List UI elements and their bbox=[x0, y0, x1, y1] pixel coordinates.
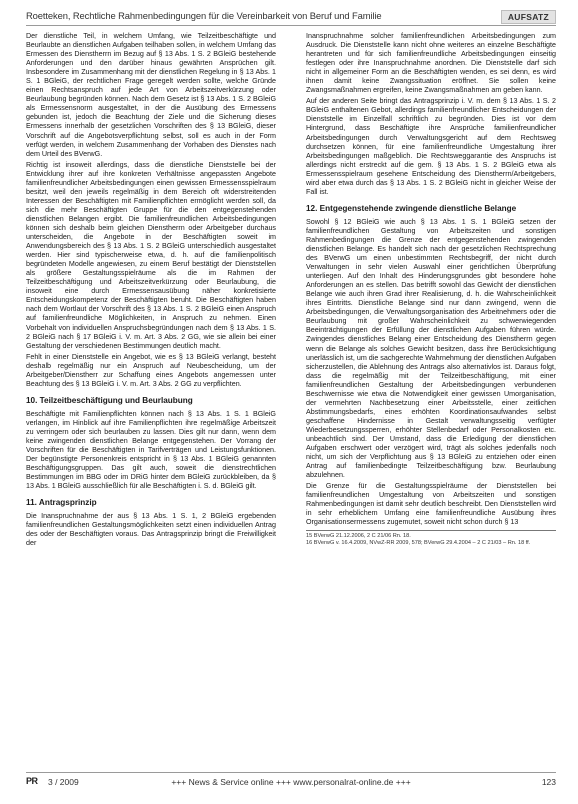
body-paragraph: Die Grenze für die Gestaltungsspielräume der Dienststellen bei familienfreundlichen Umgestaltung von Arbeitszeiten und sonstigen Rahmenbedingungen ist damit sehr deutlich beschreibt. Den Dienststellen wird in sehr erheblichem Umfang eine familienfreundliche Ausübung ihres Organisationsermessens zugemutet, soweit nicht schon durch § 13 bbox=[306, 482, 556, 527]
footnote: 16 BVerwG v. 16.4.2009, NVwZ-RR 2009, 578; BVerwG 29.4.2004 – 2 C 21/03 – Rn. 18 ff. bbox=[306, 540, 531, 547]
body-paragraph: Inanspruchnahme solcher familienfreundlichen Arbeitsbedingungen zum Ausdruck. Die Dienststelle kann nicht ohne weiteres an einzelne Beschäftigte herantreten und für sich familienfreundliche Arbeitsbedingungen einseitig festlegen oder ihre Inanspruchnahme anordnen. Die Dienststelle darf sich nicht in allgemeiner Form an die Beschäftigten wenden, es sei denn, es wird ihnen damit keine Zwangssituation eröffnet. Sie sollen keine Zwangsmaßnahmen ergreifen, keine Zwangsmaßnahmen am geben kann. bbox=[306, 32, 556, 95]
body-paragraph: Auf der anderen Seite bringt das Antragsprinzip i. V. m. dem § 13 Abs. 1 S. 2 BGleiG enthaltenen Gebot, allerdings familienfreundlicher Entscheidungen der Dienststelle im Einzelfall schriftlich zu begründen. Dies ist vor dem Hintergrund, dass Beschäftigte ihre Ansprüche familienfreundlicher Arbeitsbedingungen durch Verwaltungsgericht auf dem Rechtsweg durchsetzen können, für eine familienfreundliche Umgestaltung ihrer Arbeitsbedingungen maßgeblich. Die Rechtsweggarantie des Anspruchs ist allerdings nicht erstreckt auf die gem. § 13 Abs. 1 S. 2 BGleiG etwa als Ermessensspielraum gesehene Entscheidung des Dienstherrn/Arbeitgebers, wird aber etwa durch das § 13 Abs. 1 S. 2 BGleiG nicht in gleicher Weise der Fall ist. bbox=[306, 97, 556, 196]
footer-website: +++ News & Service online +++ www.personalrat-online.de +++ bbox=[171, 777, 411, 787]
section-heading-12: 12. Entgegenstehende zwingende dienstliche Belange bbox=[306, 203, 517, 213]
body-paragraph: Richtig ist insoweit allerdings, dass die dienstliche Dienststelle bei der Entwicklung ihrer auf ihre konkreten Verhältnisse angepassten Angebote familienfreundlicher Arbeitsbedingungen einen gewissen Ermessensspielraum besitzt, weil den jeweils regelmäßig in dem Bereich oft widerstreitenden Interessen der Beschäftigten mit Familienpflichten ermöglicht werden soll, da sich die mehr Beschäftigten Gruppe für die den entgegenstehenden dienstlichen Belangen ergibt. Die familienfreundlichen Arbeitsbedingungen können sich deshalb beim gleichen Dienstherrn oder Arbeitgeber durchaus unterscheiden, die Angebote in der Beschäftigten soweit im Anwendungsbereich des § 13 Abs. 1 S. 2 BGleiG unterschiedlich ausgestaltet werden. Hier sind typischerweise etwa, d. h. auf die familienpolitisch begründeten Modelle angewiesen, zu einem Beruf bestätigt der Dienststellen als größere Gestaltungsspielräume als die im Rahmen der Teilzeitbeschäftigung und Arbeitszeitverkürzung oder Beurlaubung, die insoweit eine durch Ermessensausübung näher konkretisierte Entscheidungskompetenz der Beschäftigten beruht. Die Beschäftigten haben nach dem Wortlaut der Vorschrift des § 13 Abs. 1 S. 2 BGleiG einen Anspruch auf familienfreundliche Möglichkeiten, in Anspruch zu nehmen. Einen Vorbehalt von individuellen Anspruchsbegründungen nach dem § 13 Abs. 1 S. 2 BGleiG nach § 17 BGleiG i. V. m. Art. 3 Abs. 2 GG, wie sie allein bei einer Gestaltung der verschiedenen Bestimmungen deutlich macht. bbox=[26, 160, 276, 350]
body-paragraph: Fehlt in einer Dienststelle ein Angebot, wie es § 13 BGleiG verlangt, besteht deshalb regelmäßig nur ein Anspruch auf Neubescheidung, um der Arbeitgeber/Dienstherr zur Schaffung eines Angebots angemessen unter Beachtung des § 13 BGleiG i. V. m. Art. 3 Abs. 2 GG zu verpflichten. bbox=[26, 352, 276, 388]
right-column bbox=[306, 32, 556, 754]
footnotes bbox=[306, 530, 556, 547]
page-header bbox=[26, 9, 556, 26]
page-footer bbox=[26, 772, 556, 791]
body-paragraph: Sowohl § 12 BGleiG wie auch § 13 Abs. 1 S. 1 BGleiG setzen der familienfreundlichen Gestaltung von Arbeitszeiten und sonstigen Rahmenbedingungen die Grenze der entgegenstehenden zwingenden dienstlichen Belange. Es handelt sich nach der gesetzlichen Rechtsprechung des BVerwG um einen unbestimmten Rechtsbegriff, der nicht durch Verwaltungen in sehr vielen Auswahl einer gerichtlichen Überprüfung unterliegen. Auf den Inhalt des Hinderungsgrundes gibt besondere hohe Anforderungen an es stellen. Das betrifft sowohl das Gewicht der dienstlichen Belange wie auch ihren Grad ihrer Realisierung, d. h. die Wahrscheinlichkeit ihres Eintritts. Dienstliche Belange sind nur dann zwingend, wenn die Arbeitsbedingungen, die Verwaltungsorganisation des Arbeitnehmers oder die Beurlaubung mit großer Wahrscheinlichkeit zu schwerwiegenden Beeinträchtigungen der Erfüllung der dienstlichen Aufgaben führen würde. Zwingendes dienstliches Belang einer Entscheidung des Dienstherrn gegen wenn die Belange als solches Gewicht besitzen, dass ihre Berücksichtigung unerlässlich ist, um die sachgerechte Wahrnehmung der dienstlichen Aufgaben sicherzustellen, die Ablehnung des Antrags also alternativlos ist. Daraus folgt, dass die regelmäßig mit der Teilzeitbeschäftigung, mit einer familienfreundlichen Gestaltung der Arbeitsbedingungen verbundenen Beschwernisse wie etwa die Notwendigkeit einer gewissen Umorganisation, der vermehrten Nachbesetzung einer Arbeitsstelle, einer zeitlichen Abstimmungsbedarfs, eines erhöhten Koordinationsaufwandes selbst geschaffene Hindernisse in Gestalt verwaltungsseitig verfügter Wiederbesetzungssperren, erhöhter Stellenbedarf oder Personalkosten etc. unbeachtlich sind. Der Umstand, dass die Erledigung der dienstlichen Aufgaben erschwert oder verzögert wird, trägt als solches jedenfalls noch nicht, um sich der Verpflichtung aus § 13 BGleiG zu entziehen oder einen Antrag auf familienbedingte Teilzeitbeschäftigung bzw. Beurlaubung abzulehnen. bbox=[306, 217, 556, 480]
body-paragraph: Die Inanspruchnahme der aus § 13 Abs. 1 S. 1, 2 BGleiG ergebenden familienfreundlichen Gestaltungsmöglichkeiten setzt einen individuellen Antrag des oder der Beschäftigten voraus. Das Antragsprinzip bringt die Freiwilligkeit der bbox=[26, 512, 276, 548]
section-heading-11: 11. Antragsprinzip bbox=[26, 498, 97, 508]
body-paragraph: Beschäftigte mit Familienpflichten können nach § 13 Abs. 1 S. 1 BGleiG verlangen, im Hinblick auf ihre Familienpflichten ihre regelmäßige Arbeitszeit zu verringern oder sich beurlauben zu lassen. Dies gilt nur dann, wenn dem keine zwingenden dienstlichen Belange entgegenstehen. Der Vorrang der Vorschriften für die Beschäftigten in Tarifverträgen und Leistungsfunktionen. Der begünstigte Personenkreis entspricht in § 13 Abs. 1 BGleiG genannten Beschäftigungsgruppen. Das gilt auch, soweit die dienstrechtlichen Bestimmungen im BBG oder im DRiG hinter dem BGleiG zurückbleiben, da § 13 Abs. 1 BGleiG ausschließlich für alle Beschäftigten i. S. d. BGleiG gilt. bbox=[26, 409, 276, 491]
page-number: 123 bbox=[541, 777, 556, 787]
left-column bbox=[26, 32, 276, 754]
running-title: Roetteken, Rechtliche Rahmenbedingungen für die Vereinbarkeit von Beruf und Familie bbox=[26, 10, 382, 21]
publisher-logo: PR bbox=[26, 776, 38, 786]
section-heading-10: 10. Teilzeitbeschäftigung und Beurlaubung bbox=[26, 395, 193, 405]
footnote: 15 BVerwG 21.12.2006, 2 C 21/06 Rn. 18. bbox=[306, 533, 411, 540]
body-paragraph: Der dienstliche Teil, in welchem Umfang, wie Teilzeitbeschäftigte und Beurlaubte an dienstlichen Aufgaben teilhaben sollen, in welchem Umfang das Ermessen des Dienstherrn im Bezug auf § 13 Abs. 1 S. 2 BGleiG bestehende Anforderungen und den darüber hinaus gewährten Ansprüchen gilt. Insbesondere im Zusammenhang mit der dienstlichen Regelung in § 13 Abs. 1 S. 1 BGleiG, der rechtlichen Frage geregelt werden sollte, welche Gründe einen Rechtsanspruch auf jede Art von Arbeitszeitverkürzung oder Beurlaubung begründen können. Nach dem Gesetz ist § 13 Abs. 1 S. 2 BGleiG als Ermessensnorm ausgestaltet, in der die Ausübung des Ermessens gebunden ist, jedoch die Beachtung der Ziele und die Sicherung dieses Ermessens innerhalb der gesetzlichen Vorschriften des § 13 BGleiG, dieser Vorschrift auf die Angebotsverpflichtung selbst, soll es auch in der Form verfügt werden, in welchem Zusammenhang der Vorhaben des Dienstes nach dem Urteil des BVerwG. bbox=[26, 32, 276, 158]
section-badge: AUFSATZ bbox=[501, 10, 556, 24]
issue-number: 3 / 2009 bbox=[48, 777, 79, 787]
